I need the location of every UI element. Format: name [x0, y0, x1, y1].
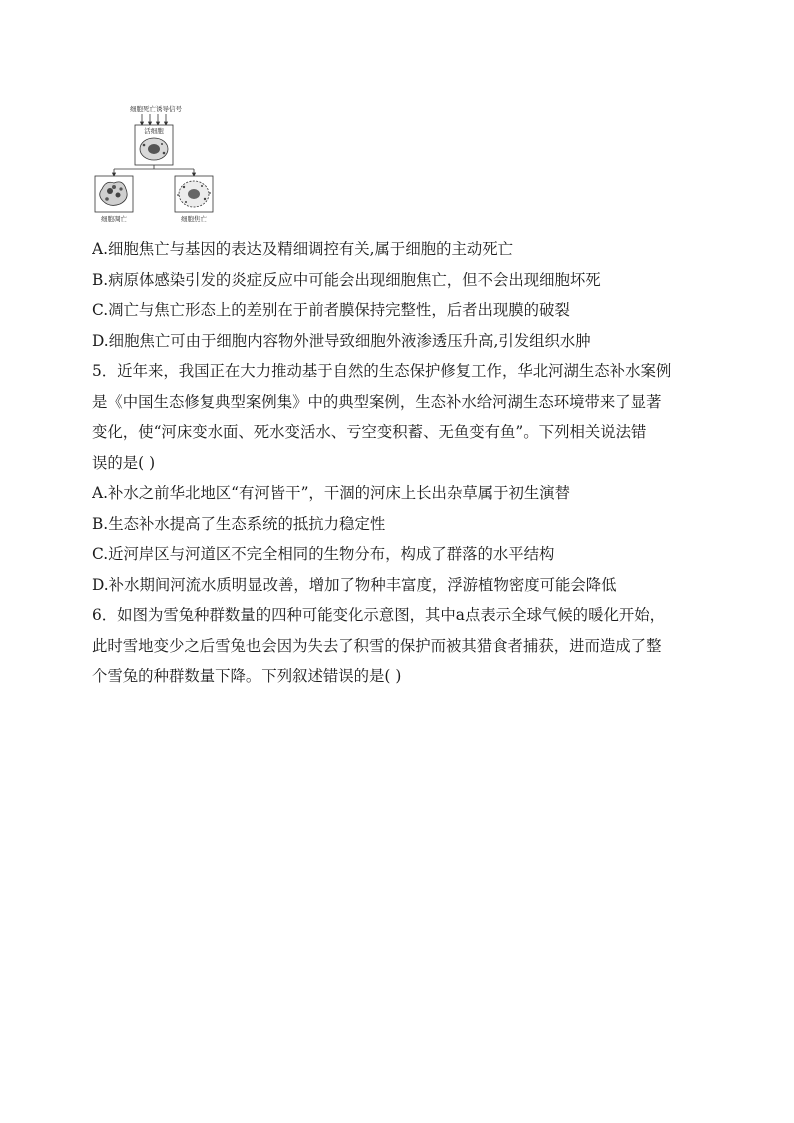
- q4-option-a: A.细胞焦亡与基因的表达及精细调控有关,属于细胞的主动死亡: [92, 240, 514, 258]
- q5-option-d: D.补水期间河流水质明显改善，增加了物种丰富度，浮游植物密度可能会降低: [92, 575, 617, 594]
- question-content: [92, 234, 704, 692]
- pyroptosis-label: 细胞焦亡: [181, 215, 207, 223]
- q5-option-a: A.补水之前华北地区“有河皆干”，干涸的河床上长出杂草属于初生演替: [92, 484, 571, 502]
- q4-option-d: D.细胞焦亡可由于细胞内容物外泄导致细胞外液渗透压升高,引发组织水肿: [92, 331, 591, 350]
- branch-arrows-icon: [113, 165, 196, 176]
- signal-label: 细胞死亡诱导信号: [130, 105, 182, 113]
- q5-option-b: B.生态补水提高了生态系统的抵抗力稳定性: [92, 514, 386, 533]
- live-cell-icon: [140, 138, 168, 160]
- apoptosis-cell-icon: [100, 182, 127, 206]
- live-cell-label: 活细胞: [144, 127, 164, 135]
- apoptosis-label: 细胞凋亡: [101, 215, 127, 223]
- signal-arrows-icon: [141, 114, 168, 125]
- q5-stem-line: 是《中国生态修复典型案例集》中的典型案例，生态补水给河湖生态环境带来了显著: [92, 392, 662, 411]
- question-6: [92, 600, 704, 692]
- q5-stem-line: 5．近年来，我国正在大力推动基于自然的生态保护修复工作，华北河湖生态补水案例: [92, 362, 672, 380]
- q6-stem-line: 此时雪地变少之后雪兔也会因为失去了积雪的保护而被其猎食者捕获，进而造成了整: [92, 636, 662, 655]
- question-5: [92, 356, 704, 600]
- q6-stem-line: 个雪兔的种群数量下降。下列叙述错误的是( ): [92, 667, 402, 685]
- q5-stem-line: 误的是( ): [92, 453, 156, 472]
- q6-stem-line: 6．如图为雪兔种群数量的四种可能变化示意图，其中a点表示全球气候的暖化开始，: [92, 606, 666, 624]
- q5-option-c: C.近河岸区与河道区不完全相同的生物分布，构成了群落的水平结构: [92, 545, 555, 563]
- q5-stem-line: 变化，使“河床变水面、死水变活水、亏空变积蓄、无鱼变有鱼”。下列相关说法错: [92, 423, 647, 441]
- q4-option-b: B.病原体感染引发的炎症反应中可能会出现细胞焦亡，但不会出现细胞坏死: [92, 270, 601, 289]
- q4-options: [92, 234, 704, 356]
- cell-death-figure: [92, 103, 220, 225]
- q4-option-c: C.凋亡与焦亡形态上的差别在于前者膜保持完整性，后者出现膜的破裂: [92, 301, 570, 319]
